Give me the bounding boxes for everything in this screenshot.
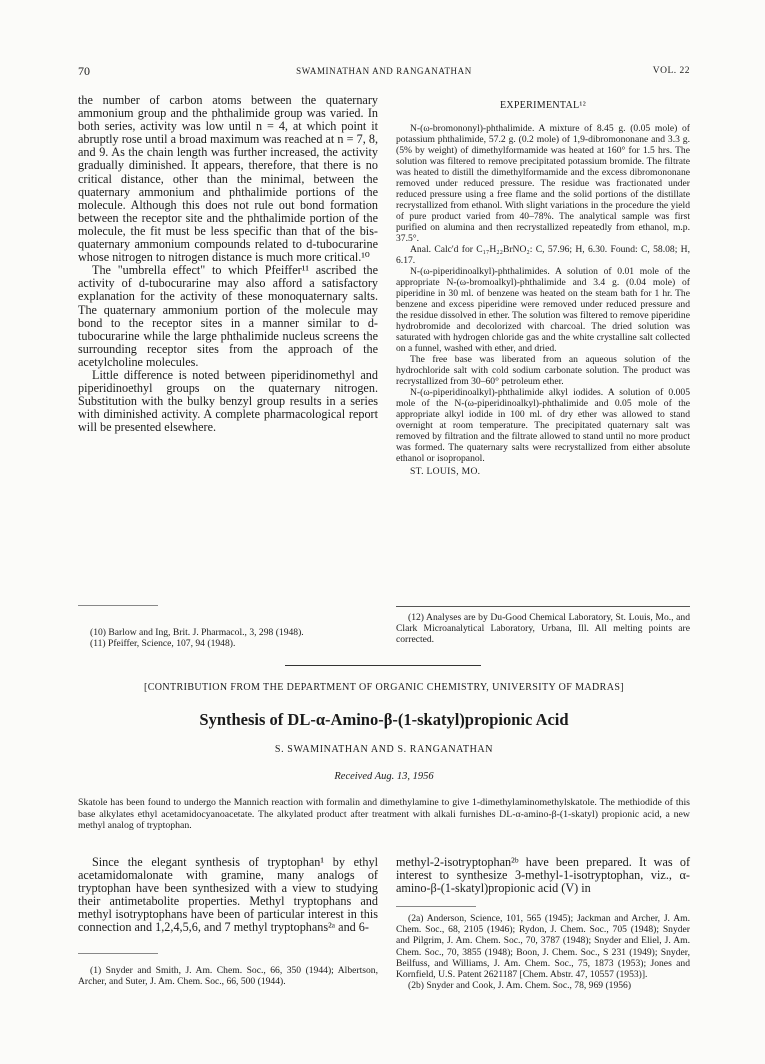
article-footnotes-right (396, 913, 690, 991)
paragraph: N-(ω-piperidinoalkyl)-phthalimide alkyl iodides. A solution of 0.005 mole of the N-(ω-piperidinoalkyl)-phthalimide and 0.05 mole of the appropriate alkyl iodide in 100 ml. of dry ether was allowed to stand overnight at room temperature. The precipitated quaternary salt was removed by filtration and the filtrate allowed to stand until no more product was formed. The quaternary salts were recrystallized from either absolute ethanol or isopropanol. (396, 387, 690, 464)
received-date: Received Aug. 13, 1956 (334, 771, 434, 782)
footnote-divider (78, 605, 158, 606)
paragraph: the number of carbon atoms between the quaternary ammonium group and the phthalimide group was varied. In both series, activity was low until n = 4, at which point it abruptly rose until a broad maximum was reached at n = 7, 8, and 9. As the chain length was further increased, the activity gradually diminished. It appears, therefore, that there is no critical distance, other than the minimal, between the quaternary ammonium and phthalimide portions of the molecule. Although this does not rule out bond formation between the receptor site and the phthalimide portion of the molecule, the fit must be less specific than that of the bis-quaternary ammonium compounds related to d-tubocurarine whose nitrogen to nitrogen distance is much more critical.¹⁰ (78, 93, 378, 265)
article-divider (285, 665, 481, 666)
footnote: (11) Pfeiffer, Science, 107, 94 (1948). (90, 638, 236, 650)
contribution-line: [CONTRIBUTION FROM THE DEPARTMENT OF ORGANIC CHEMISTRY, UNIVERSITY OF MADRAS] (143, 682, 625, 693)
authors: S. SWAMINATHAN AND S. RANGANATHAN (274, 744, 494, 755)
paragraph: The free base was liberated from an aqueous solution of the hydrochloride salt with cold sodium carbonate solution. The product was recrystallized from 30–60° petroleum ether. (396, 354, 690, 387)
right-footnote (396, 612, 690, 646)
footnote: (10) Barlow and Ing, Brit. J. Pharmacol., 3, 298 (1948). (90, 627, 304, 638)
paragraph: N-(ω-piperidinoalkyl)-phthalimides. A solution of 0.01 mole of the appropriate N-(ω-bromoalkyl)-phthalimide and 3.4 g. (0.04 mole) of piperidine in 30 ml. of benzene was heated on the steam bath for 1 hr. The benzene and excess piperidine were removed under reduced pressure and the residue dissolved in ether. The solution was filtered to remove piperidine hydrobromide and decolorized with charcoal. The dried solution was saturated with hydrogen chloride gas and the white crystalline salt collected on a funnel, washed with ether, and dried. (396, 266, 690, 354)
running-title: SWAMINATHAN AND RANGANATHAN (296, 66, 472, 76)
paragraph: N-(ω-bromononyl)-phthalimide. A mixture of 8.45 g. (0.05 mole) of potassium phthalimide, 57.2 g. (0.2 mole) of 1,9-dibromononane and 3.3 g. (5% by weight) of dimethylformamide was heated at 160° for 1.5 hrs. The solution was filtered to remove precipitated potassium bromide. The filtrate was heated to distill the dimethylformamide and the excess dibromononane removed under reduced pressure. The residue was fractionated under reduced pressure using a free flame and the solid portions of the distillate recrystallized from ethanol. With slight variations in the procedure the yield of pure product varied from 40–78%. The analytical sample was first purified on alumina and then recrystallized repeatedly from ethanol, m.p. 37.5°. (396, 123, 690, 244)
footnote: (2a) Anderson, Science, 101, 565 (1945); Jackman and Archer, J. Am. Chem. Soc., 68, 2105 (1946); Rydon, J. Chem. Soc., 705 (1948); Snyder and Pilgrim, J. Am. Chem. Soc., 70, 3787 (1948); Snyder and Eliel, J. Am. Chem. Soc., 70, 3855 (1948); Boon, J. Chem. Soc., S 231 (1949); Snyder, Beilfuss, and Williams, J. Am. Chem. Soc., 75, 1873 (1953); Jones and Kornfield, U.S. Patent 2621187 [Chem. Abstr. 47, 10557 (1953)]. (396, 913, 690, 981)
article-body-left (78, 856, 378, 935)
footnote-divider (396, 606, 690, 607)
footnote: (12) Analyses are by Du-Good Chemical Laboratory, St. Louis, Mo., and Clark Microanalytical Laboratory, Urbana, Ill. All melting points are corrected. (396, 612, 690, 646)
page-number: 70 (78, 64, 90, 78)
footnote-divider (396, 906, 476, 907)
paragraph: Little difference is noted between piperidinomethyl and piperidinoethyl groups on the quaternary nitrogen. Substitution with the bulky benzyl group results in a series with diminished activity. A complete pharmacological report will be presented elsewhere. (78, 367, 378, 435)
right-column-text (396, 100, 690, 477)
article-body-right (396, 856, 690, 895)
footnote-divider (78, 953, 158, 954)
section-heading: EXPERIMENTAL¹² (499, 100, 587, 111)
left-column-text (78, 94, 378, 434)
paragraph: Since the elegant synthesis of tryptophan¹ by ethyl acetamidomalonate with gramine, many analogs of tryptophan have been synthesized with a view to studying their antimetabolite properties. Methyl tryptophans and methyl isotryptophans have been of particular interest in this connection and 1,2,4,5,6, and 7 methyl tryptophans²ᵃ and 6- (78, 855, 378, 935)
location: ST. LOUIS, MO. (410, 466, 481, 477)
abstract: Skatole has been found to undergo the Mannich reaction with formalin and dimethylamine to give 1-dimethylaminomethylskatole. The methiodide of this base alkylates ethyl acetamidocyanoacetate. The alkylated product after treatment with alkali furnishes DL-α-amino-β-(1-skatyl) propionic acid, a new methyl analog of tryptophan. (78, 797, 690, 832)
paragraph: methyl-2-isotryptophan²ᵇ have been prepared. It was of interest to synthesize 3-methyl-1-isotryptophan, viz., α-amino-β-(1-skatyl)propionic acid (V) in (396, 855, 690, 896)
page-header (78, 64, 690, 80)
article-footnote-left (78, 965, 378, 987)
volume-label: VOL. 22 (652, 66, 690, 76)
article-title: Synthesis of DL-α-Amino-β-(1-skatyl)propionic Acid (199, 710, 569, 729)
footnote: (2b) Snyder and Cook, J. Am. Chem. Soc., 78, 969 (1956) (408, 980, 632, 992)
footnote: (1) Snyder and Smith, J. Am. Chem. Soc., 66, 350 (1944); Albertson, Archer, and Suter, J. Am. Chem. Soc., 66, 500 (1944). (78, 965, 378, 988)
paragraph: The "umbrella effect" to which Pfeiffer¹¹ ascribed the activity of d-tubocurarine may also afford a satisfactory explanation for the activity of these monoquaternary salts. The quaternary ammonium portion of the molecule may bond to the receptor sites in a manner similar to d-tubocurarine while the large phthalimide nucleus screens the surrounding receptor sites from the approach of the acetylcholine molecules. (78, 263, 378, 369)
paragraph: Anal. Calc'd for C₁₇H₂₂BrNO₂: C, 57.96; H, 6.30. Found: C, 58.08; H, 6.17. (396, 244, 690, 266)
left-footnotes (78, 627, 378, 649)
